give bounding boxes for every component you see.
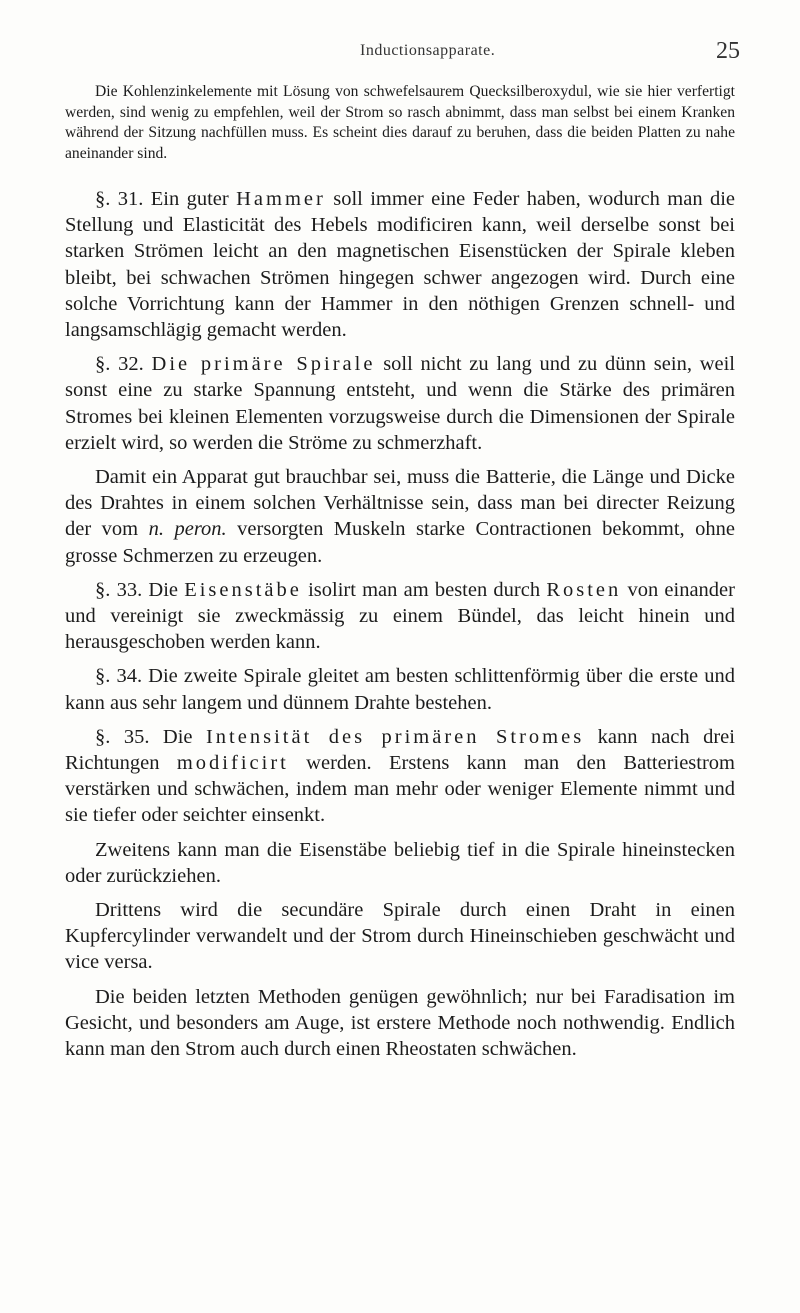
body-paragraph xyxy=(65,984,735,1063)
body-paragraph xyxy=(65,897,735,976)
body-paragraph xyxy=(65,663,735,715)
spaced-emphasis: Intensität des primären Stromes xyxy=(205,725,585,748)
text-run: werden. Erstens kann man den Batteriestrom verstärken und schwächen, indem man mehr oder weniger Elemente nimmt und sie tiefer oder seichter einsenkt. xyxy=(65,752,736,827)
text-run: §. 33. Die xyxy=(95,578,185,601)
spaced-emphasis: Rosten xyxy=(546,578,622,601)
running-title: Inductionsapparate. xyxy=(360,42,496,59)
text-run: §. 34. Die zweite Spirale gleitet am besten schlittenförmig über die erste und kann aus sehr langem und dünnem Drahte bestehen. xyxy=(65,665,735,714)
body-paragraph xyxy=(65,577,735,656)
spaced-emphasis: modificirt xyxy=(176,752,289,775)
body-paragraph xyxy=(65,186,735,343)
spaced-emphasis: Die primäre Spirale xyxy=(151,353,376,376)
text-run: soll nicht zu lang und zu dünn sein, weil sonst eine zu starke Spannung entsteht, und wenn die Stärke des primären Stromes bei kleinen Elementen vorzugsweise durch die Dimensionen der Spirale erzielt wird, so werden die Ströme zu schmerzhaft. xyxy=(65,353,736,454)
spaced-emphasis: Hammer xyxy=(236,188,326,210)
text-run: §. 35. Die xyxy=(95,725,206,748)
body-paragraph xyxy=(65,351,735,456)
body-paragraph xyxy=(65,837,735,889)
text-run: §. 32. xyxy=(95,353,152,376)
spaced-emphasis: Eisenstäbe xyxy=(184,578,302,601)
italic-term: n. peron. xyxy=(148,518,227,541)
body-text xyxy=(65,186,735,1070)
text-run: Damit ein Apparat gut brauchbar sei, muss die Batterie, die Länge und Dicke des Drahtes in einem solchen Verhältnisse sein, dass man bei directer Reizung der vom xyxy=(65,466,735,541)
text-run: Zweitens kann man die Eisenstäbe beliebig tief in die Spirale hineinstecken oder zurückziehen. xyxy=(65,838,735,887)
body-paragraph xyxy=(65,464,735,569)
body-paragraph xyxy=(65,724,735,829)
page-header xyxy=(360,38,740,68)
small-print-paragraph: Die Kohlenzinkelemente mit Lösung von schwefelsaurem Quecksilberoxydul, wie sie hier verfertigt werden, sind wenig zu empfehlen, weil der Strom so rasch abnimmt, dass man selbst bei einem Kranken während der Sitzung nachfüllen muss. Es scheint dies darauf zu beruhen, dass die beiden Platten zu nahe aneinander sind. xyxy=(65,83,735,162)
text-run: soll immer eine Feder haben, wodurch man die Stellung und Elasticität des Hebels modificiren kann, weil derselbe sonst bei starken Strömen leicht an den magnetischen Eisenstücken der Spirale kleben bleibt, bei schwachen Strömen hingegen schwer angezogen wird. Durch eine solche Vorrichtung kann der Hammer in den nöthigen Grenzen schnell- und langsamschlägig gemacht werden. xyxy=(65,188,736,342)
text-run: Drittens wird die secundäre Spirale durch einen Draht in einen Kupfercylinder verwandelt und der Strom durch Hineinschieben geschwächt und vice versa. xyxy=(65,899,735,974)
text-run: von einander und vereinigt sie zweckmässig zu einem Bündel, das leicht hinein und herausgeschoben werden kann. xyxy=(65,578,735,654)
text-run: kann nach drei Richtungen xyxy=(65,725,735,775)
text-run: Die beiden letzten Methoden genügen gewöhnlich; nur bei Faradisation im Gesicht, und besonders am Auge, ist erstere Methode noch nothwendig. Endlich kann man den Strom auch durch einen Rheostaten schwächen. xyxy=(65,985,735,1061)
text-run: isolirt man am besten durch xyxy=(301,578,547,601)
text-run: §. 31. Ein guter xyxy=(95,188,237,210)
text-run: versorgten Muskeln starke Contractionen bekommt, ohne grosse Schmerzen zu erzeugen. xyxy=(65,518,735,567)
page-number: 25 xyxy=(716,38,740,64)
